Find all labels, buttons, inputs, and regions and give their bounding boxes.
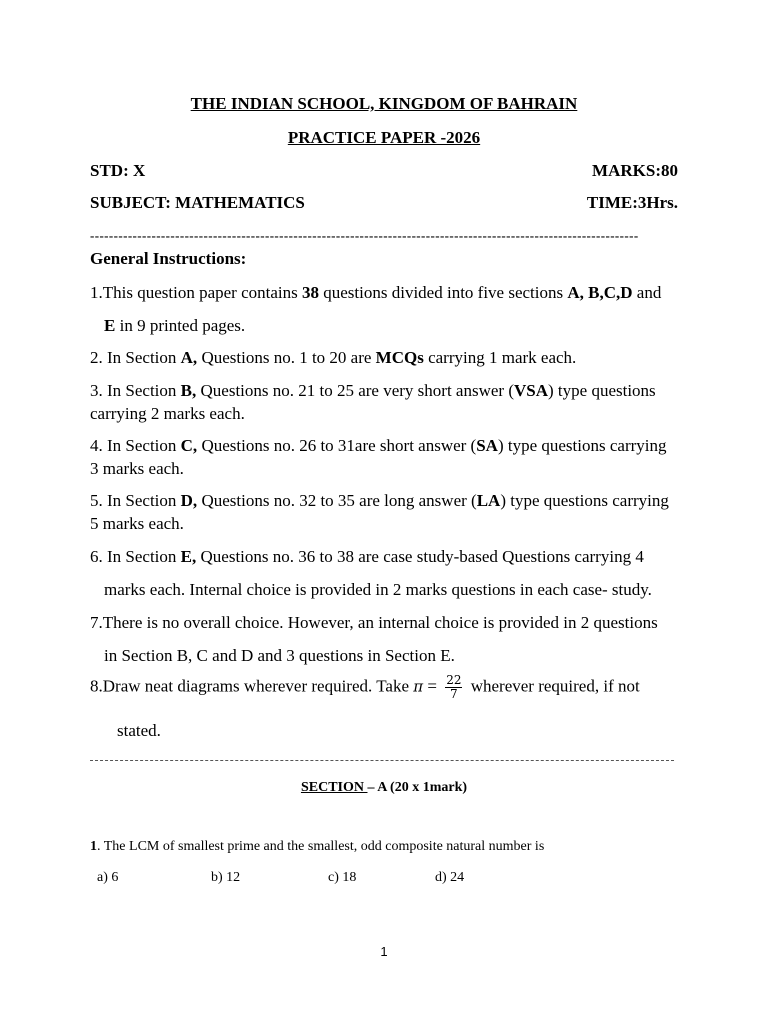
question-1-option-c: c) 18 <box>328 870 357 885</box>
page-number: 1 <box>380 944 388 959</box>
time-label: TIME:3Hrs. <box>586 193 678 212</box>
instruction-8: 8.Draw neat diagrams wherever required. Take π = $\frac{22}{7}$ wherever required, if not <box>90 673 640 701</box>
section-a-heading: SECTION – A (20 x 1mark) <box>300 780 468 795</box>
section-divider <box>90 760 674 761</box>
instruction-3: 3. In Section B, Questions no. 21 to 25 are very short answer (VSA) type questions carrying 2 marks each. <box>90 381 656 423</box>
question-1: 1. The LCM of smallest prime and the smallest, odd composite natural number is <box>90 839 545 854</box>
instruction-6-cont: marks each. Internal choice is provided in 2 marks questions in each case- study. <box>104 580 652 599</box>
school-title: THE INDIAN SCHOOL, KINGDOM OF BAHRAIN <box>190 94 578 113</box>
paper-title: PRACTICE PAPER -2026 <box>287 128 481 147</box>
instruction-7: 7.There is no overall choice. However, an internal choice is provided in 2 questions <box>90 613 658 632</box>
instruction-1: 1.This question paper contains 38 questions divided into five sections A, B,C,D and <box>90 283 662 302</box>
question-1-option-a: a) 6 <box>97 870 119 885</box>
marks-label: MARKS:80 <box>592 161 678 180</box>
instruction-2: 2. In Section A, Questions no. 1 to 20 are MCQs carrying 1 mark each. <box>90 348 577 367</box>
header-separator: -------------------------------------------------------------------------------------------------------------------- <box>90 228 639 243</box>
pi-fraction: $\frac{22}{7}$ <box>446 673 462 701</box>
instruction-1-cont: E in 9 printed pages. <box>104 316 246 335</box>
instruction-4: 4. In Section C, Questions no. 26 to 31are short answer (SA) type questions carrying 3 marks each. <box>90 436 667 478</box>
subject-label: SUBJECT: MATHEMATICS <box>90 193 305 212</box>
question-1-option-b: b) 12 <box>211 870 241 885</box>
instruction-6: 6. In Section E, Questions no. 36 to 38 are case study-based Questions carrying 4 <box>90 547 644 566</box>
instructions-title: General Instructions: <box>90 249 247 268</box>
instruction-8-cont: stated. <box>117 721 161 740</box>
pi-symbol: π <box>413 677 424 696</box>
instruction-7-cont: in Section B, C and D and 3 questions in Section E. <box>104 646 455 665</box>
question-1-option-d: d) 24 <box>435 870 465 885</box>
std-label: STD: X <box>90 161 146 180</box>
instruction-5: 5. In Section D, Questions no. 32 to 35 are long answer (LA) type questions carrying 5 marks each. <box>90 491 669 533</box>
